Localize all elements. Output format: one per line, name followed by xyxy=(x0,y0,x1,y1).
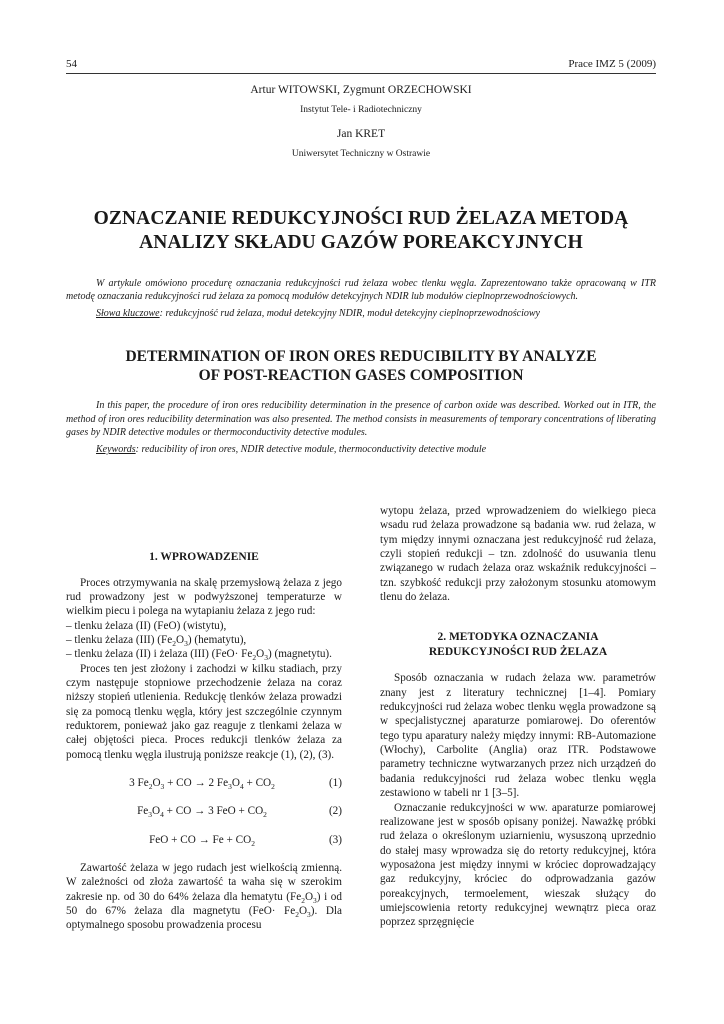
abstract-polish-text: W artykule omówiono procedurę oznaczania redukcyjności rud żelaza wobec tlenku węgla. Zaprezentowano także opracowaną w ITR metodę oznaczania redukcyjności rud żelaza za pomocą modułów detekcyjnych NDIR lub modułów cieplnoprzewodnościowych. xyxy=(66,278,656,303)
authors: Artur WITOWSKI, Zygmunt ORZECHOWSKI xyxy=(250,84,472,96)
keywords-english xyxy=(96,444,656,455)
equation-number: (2) xyxy=(328,805,342,818)
page-number: 54 xyxy=(66,58,77,70)
title-english-line-1: DETERMINATION OF IRON ORES REDUCIBILITY BY ANALYZE xyxy=(125,348,597,366)
equation-number: (3) xyxy=(328,833,342,846)
equation-2 xyxy=(66,804,342,818)
equation-3 xyxy=(66,833,342,847)
title-polish xyxy=(66,207,656,255)
journal-name: Prace IMZ 5 (2009) xyxy=(568,58,656,70)
section-2-title: 2. METODYKA OZNACZANIA REDUKCYJNOŚCI RUD ŻELAZA xyxy=(428,631,608,658)
keywords-polish-label: Słowa kluczowe xyxy=(96,308,160,320)
running-header xyxy=(66,58,656,74)
title-polish-line-1: OZNACZANIE REDUKCYJNOŚCI RUD ŻELAZA METODĄ xyxy=(93,208,629,229)
title-english xyxy=(66,347,656,385)
list-item: – tlenku żelaza (III) $(Fe_2O_3)$ (hematytu), xyxy=(66,633,247,649)
equation-formula: $Fe_3O_4$ + CO → 3 FeO + $CO_2$ xyxy=(137,805,267,820)
paragraph: Oznaczanie redukcyjności w ww. aparaturze pomiarowej realizowane jest w sposób opisany poniżej. Naważkę próbki rud żelaza o określonym uziarnieniu, wysuszoną uprzednio do stałej masy wprowadza się do retorty redukcyjnej, która wyposażona jest między innymi w króciec doprowadzający gaz redukcyjny, króciec do odprowadzania gazów poreakcyjnych, termoelement, wieszak służący do umiejscowienia retorty redukcyjnej wewnątrz pieca oraz poprzez sprzęgnięcie xyxy=(380,801,656,929)
abstract-english-text: In this paper, the procedure of iron ores reducibility determination in the presence of carbon oxide was described. Worked out in ITR, the method of iron ores reducibility determination was also presented. The method consists in measurements of temporary concentrations of liberating gases by NDIR detective modules or thermoconductivity detective modules. xyxy=(66,400,656,438)
section-1-title: 1. WPROWADZENIE xyxy=(149,551,259,563)
title-polish-line-2: ANALIZY SKŁADU GAZÓW POREAKCYJNYCH xyxy=(139,232,583,253)
title-english-line-2: OF POST-REACTION GASES COMPOSITION xyxy=(198,367,524,385)
institute-1: Instytut Tele- i Radiotechniczny xyxy=(300,105,422,115)
page xyxy=(66,58,656,932)
keywords-english-label: Keywords xyxy=(96,444,136,456)
paragraph: wytopu żelaza, przed wprowadzeniem do wielkiego pieca wsadu rud żelaza prowadzone są badania ww. rud żelaza, w tym między innymi oznaczana jest redukcyjność rud żelaza, czyli stopień redukcji – tzn. zdolność do usuwania tlenu związanego w rudach żelaza oraz wskaźnik redukcyjności – tzn. szybkość redukcji przy założonym stosunku atomowym tlenu do żelaza. xyxy=(380,505,656,604)
equation-number: (1) xyxy=(328,776,342,789)
paragraph: Proces otrzymywania na skalę przemysłową żelaza z jego rud prowadzony jest w podwyższonej temperaturze w wielkim piecu i polega na wytapianiu żelaza z jego rud: xyxy=(66,576,342,618)
paragraph: Zawartość żelaza w jego rudach jest wielkością zmienną. W zależności od złoża zawartość ta waha się w szerokim zakresie np. od 30 do 64% żelaza dla hematytu $(Fe_2O_3)$ i od 50 do 67% żelaza dla magnetytu $(FeO\cdot Fe_2O_3)$. Dla optymalnego sposobu prowadzenia procesu xyxy=(66,862,342,932)
author-2: Jan KRET xyxy=(336,128,386,140)
body-columns xyxy=(66,505,656,933)
list-item: – tlenku żelaza (II) (FeO) (wistytu), xyxy=(66,619,227,632)
keywords-polish xyxy=(96,308,656,319)
paragraph: Sposób oznaczania w rudach żelaza ww. parametrów znany jest z literatury technicznej [1–4]. Pomiary redukcyjności rud żelaza wobec tlenku węgla prowadzone są w specjalistycznej aparaturze pomiarowej. Do oferentów tego typu aparatury należy między innymi: RB-Automazione (Włochy), Carbolite (Anglia) oraz ITR. Podstawowe parametry techniczne wytwarzanych przez nich urządzeń do badania redukcyjności rud żelaza wobec tlenku węgla zestawiono w tabeli nr 1 [3–5]. xyxy=(380,672,656,800)
keywords-english-text: : reducibility of iron ores, NDIR detective module, thermoconductivity detective module xyxy=(135,444,487,456)
abstract-english xyxy=(66,399,656,439)
equation-formula: FeO + CO → $Fe + CO_2$ xyxy=(149,833,255,848)
paragraph: Proces ten jest złożony i zachodzi w kilku stadiach, przy czym następuje stopniowe przechodzenie żelaza na coraz niższy stopień utlenienia. Redukcję tlenków żelaza prowadzi się za pomocą tlenku węgla, który jest szczególnie czynnym reduktorem, ponieważ jako gaz reaguje z tlenkami żelaza w całej objętości pieca. Proces redukcji tlenków żelaza za pomocą tlenku węgla ilustrują poniższe reakcje (1), (2), (3). xyxy=(66,662,342,761)
oxide-list xyxy=(66,619,342,662)
list-item: – tlenku żelaza (II) i żelaza (III) $(FeO\cdot Fe_2O_3)$ (magnetytu). xyxy=(66,648,332,663)
equation-1 xyxy=(66,776,342,790)
abstract-polish xyxy=(66,277,656,303)
right-column xyxy=(380,504,656,933)
left-column xyxy=(66,550,342,933)
keywords-polish-text: : redukcyjność rud żelaza, moduł detekcyjny NDIR, moduł detekcyjny cieplnoprzewodnościowy xyxy=(159,308,540,320)
institute-2: Uniwersytet Techniczny w Ostrawie xyxy=(291,149,431,159)
equation-formula: 3 $Fe_2O_3$ + CO → 2 $Fe_3O_4 + CO_2$ xyxy=(129,776,275,792)
